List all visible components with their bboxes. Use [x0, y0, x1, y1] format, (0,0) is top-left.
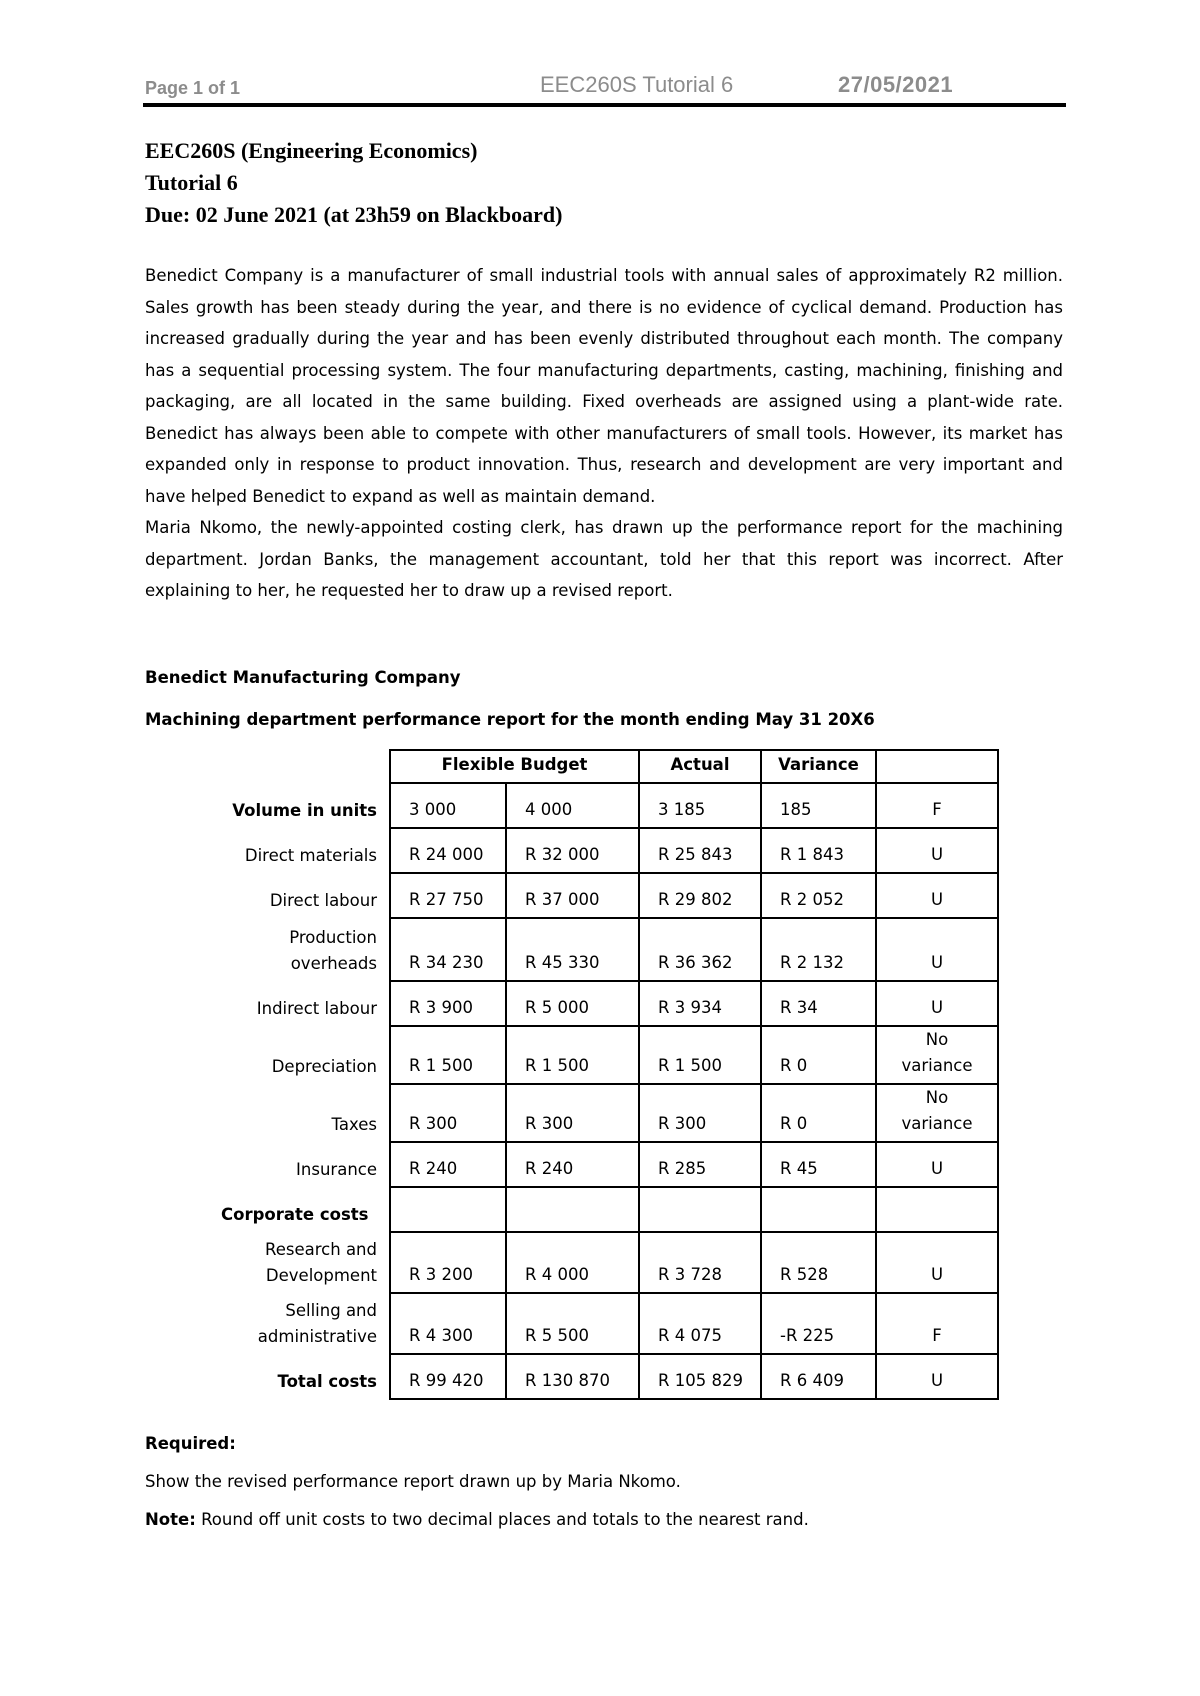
- cell-fu: U: [876, 918, 998, 981]
- required-section: [145, 1425, 809, 1539]
- report-title: Machining department performance report for the month ending May 31 20X6: [145, 710, 875, 729]
- row-label-corporate-costs: Corporate costs: [221, 1205, 369, 1224]
- row-label: Indirect labour: [256, 999, 377, 1018]
- cell-actual: R 4 075: [639, 1293, 761, 1354]
- due-date: Due: 02 June 2021 (at 23h59 on Blackboard): [145, 202, 563, 227]
- cell-actual: R 285: [639, 1142, 761, 1187]
- note-label: Note:: [145, 1510, 196, 1529]
- header-actual: Actual: [639, 750, 761, 783]
- cell-variance: R 0: [761, 1084, 876, 1142]
- cell-actual: R 105 829: [639, 1354, 761, 1399]
- cell-fu: F: [876, 783, 998, 828]
- cell-fb-4000: R 1 500: [506, 1026, 639, 1084]
- table-row: [145, 1232, 998, 1293]
- table-row: [145, 1187, 998, 1232]
- cell-fb-4000: 4 000: [506, 783, 639, 828]
- table-row: [145, 873, 998, 918]
- cell-actual: R 1 500: [639, 1026, 761, 1084]
- row-label: Selling and administrative: [257, 1301, 377, 1346]
- table-row: [145, 783, 998, 828]
- course-title: EEC260S (Engineering Economics): [145, 138, 478, 163]
- cell-variance: R 528: [761, 1232, 876, 1293]
- cell-variance: R 6 409: [761, 1354, 876, 1399]
- cell-variance: R 2 132: [761, 918, 876, 981]
- table-row: [145, 1084, 998, 1142]
- required-text: Show the revised performance report drawn up by Maria Nkomo.: [145, 1472, 681, 1491]
- row-label: Direct labour: [269, 891, 377, 910]
- cell-fb-3000: R 240: [390, 1142, 506, 1187]
- cell-fu: U: [876, 1232, 998, 1293]
- cell-fb-3000: 3 000: [390, 783, 506, 828]
- tutorial-title: Tutorial 6: [145, 170, 238, 195]
- cell-fb-3000: R 99 420: [390, 1354, 506, 1399]
- cell-actual: 3 185: [639, 783, 761, 828]
- cell-fb-4000: R 130 870: [506, 1354, 639, 1399]
- cell-fb-3000: R 3 200: [390, 1232, 506, 1293]
- cell-fu: F: [876, 1293, 998, 1354]
- table-row: [145, 1293, 998, 1354]
- cell-fb-4000: R 5 000: [506, 981, 639, 1026]
- cell-fu: No variance: [876, 1026, 998, 1084]
- report-company: Benedict Manufacturing Company: [145, 668, 461, 687]
- cell-fu: U: [876, 1142, 998, 1187]
- table-row: [145, 1354, 998, 1399]
- table-header-row: [145, 750, 998, 783]
- header-course-code: EEC260S Tutorial 6: [540, 72, 734, 97]
- cell-fb-3000: R 34 230: [390, 918, 506, 981]
- cell-actual: R 29 802: [639, 873, 761, 918]
- required-label: Required:: [145, 1434, 236, 1453]
- row-label: Depreciation: [271, 1057, 377, 1076]
- table-row: [145, 1142, 998, 1187]
- table-row: [145, 1026, 998, 1084]
- cell-variance: R 2 052: [761, 873, 876, 918]
- cell-fu: U: [876, 828, 998, 873]
- page-header: [145, 72, 1065, 102]
- paragraph-2: Maria Nkomo, the newly-appointed costing clerk, has drawn up the performance report for the machining department. Jordan Banks, the management accountant, told her that this report was incorrect. After explaining to her, he requested her to draw up a revised report.: [145, 518, 1063, 600]
- title-block: [145, 135, 562, 231]
- cell-actual: R 36 362: [639, 918, 761, 981]
- header-variance: Variance: [761, 750, 876, 783]
- cell-fu: U: [876, 873, 998, 918]
- cell-actual: R 25 843: [639, 828, 761, 873]
- cell-variance: R 34: [761, 981, 876, 1026]
- cell-fb-3000: R 4 300: [390, 1293, 506, 1354]
- cell-fb-3000: R 27 750: [390, 873, 506, 918]
- row-label: Direct materials: [244, 846, 377, 865]
- cell-fb-4000: R 4 000: [506, 1232, 639, 1293]
- table-row: [145, 918, 998, 981]
- cell-fb-3000: R 24 000: [390, 828, 506, 873]
- cell-fb-3000: R 3 900: [390, 981, 506, 1026]
- cell-actual: R 3 934: [639, 981, 761, 1026]
- page-number: Page 1 of 1: [145, 78, 241, 98]
- cell-fu: No variance: [876, 1084, 998, 1142]
- cell-fb-4000: R 5 500: [506, 1293, 639, 1354]
- cell-actual: R 3 728: [639, 1232, 761, 1293]
- header-rule: [143, 103, 1066, 107]
- header-date: 27/05/2021: [838, 72, 954, 97]
- cell-fb-4000: R 32 000: [506, 828, 639, 873]
- row-label: Insurance: [296, 1160, 377, 1179]
- row-label: Production overheads: [289, 928, 377, 973]
- cell-fu: U: [876, 1354, 998, 1399]
- table-row: [145, 981, 998, 1026]
- cell-fb-3000: R 1 500: [390, 1026, 506, 1084]
- cell-fb-4000: R 37 000: [506, 873, 639, 918]
- performance-report-table: [145, 749, 999, 1400]
- row-label: Taxes: [331, 1115, 377, 1134]
- cell-variance: R 0: [761, 1026, 876, 1084]
- cell-variance: R 1 843: [761, 828, 876, 873]
- cell-fu: U: [876, 981, 998, 1026]
- cell-variance: R 45: [761, 1142, 876, 1187]
- cell-actual: R 300: [639, 1084, 761, 1142]
- cell-fb-4000: R 300: [506, 1084, 639, 1142]
- header-flexible-budget: Flexible Budget: [390, 750, 639, 783]
- row-label: Total costs: [277, 1372, 377, 1391]
- cell-fb-4000: R 45 330: [506, 918, 639, 981]
- cell-variance: -R 225: [761, 1293, 876, 1354]
- note-line: [145, 1501, 809, 1539]
- cell-fb-3000: R 300: [390, 1084, 506, 1142]
- row-label: Volume in units: [232, 801, 377, 820]
- paragraph-1: Benedict Company is a manufacturer of small industrial tools with annual sales of approximately R2 million. Sales growth has been steady during the year, and there is no evidence of cyclical demand. Production has increased gradually during the year and has been evenly distributed throughout each month. The company has a sequential processing system. The four manufacturing departments, casting, machining, finishing and packaging, are all located in the same building. Fixed overheads are assigned using a plant-wide rate. Benedict has always been able to compete with other manufacturers of small tools. However, its market has expanded only in response to product innovation. Thus, research and development are very important and have helped Benedict to expand as well as maintain demand.: [145, 266, 1063, 506]
- cell-fb-4000: R 240: [506, 1142, 639, 1187]
- row-label: Research and Development: [265, 1240, 377, 1285]
- body-text: [145, 260, 1063, 607]
- table-row: [145, 828, 998, 873]
- note-text: Round off unit costs to two decimal places and totals to the nearest rand.: [195, 1510, 809, 1529]
- cell-variance: 185: [761, 783, 876, 828]
